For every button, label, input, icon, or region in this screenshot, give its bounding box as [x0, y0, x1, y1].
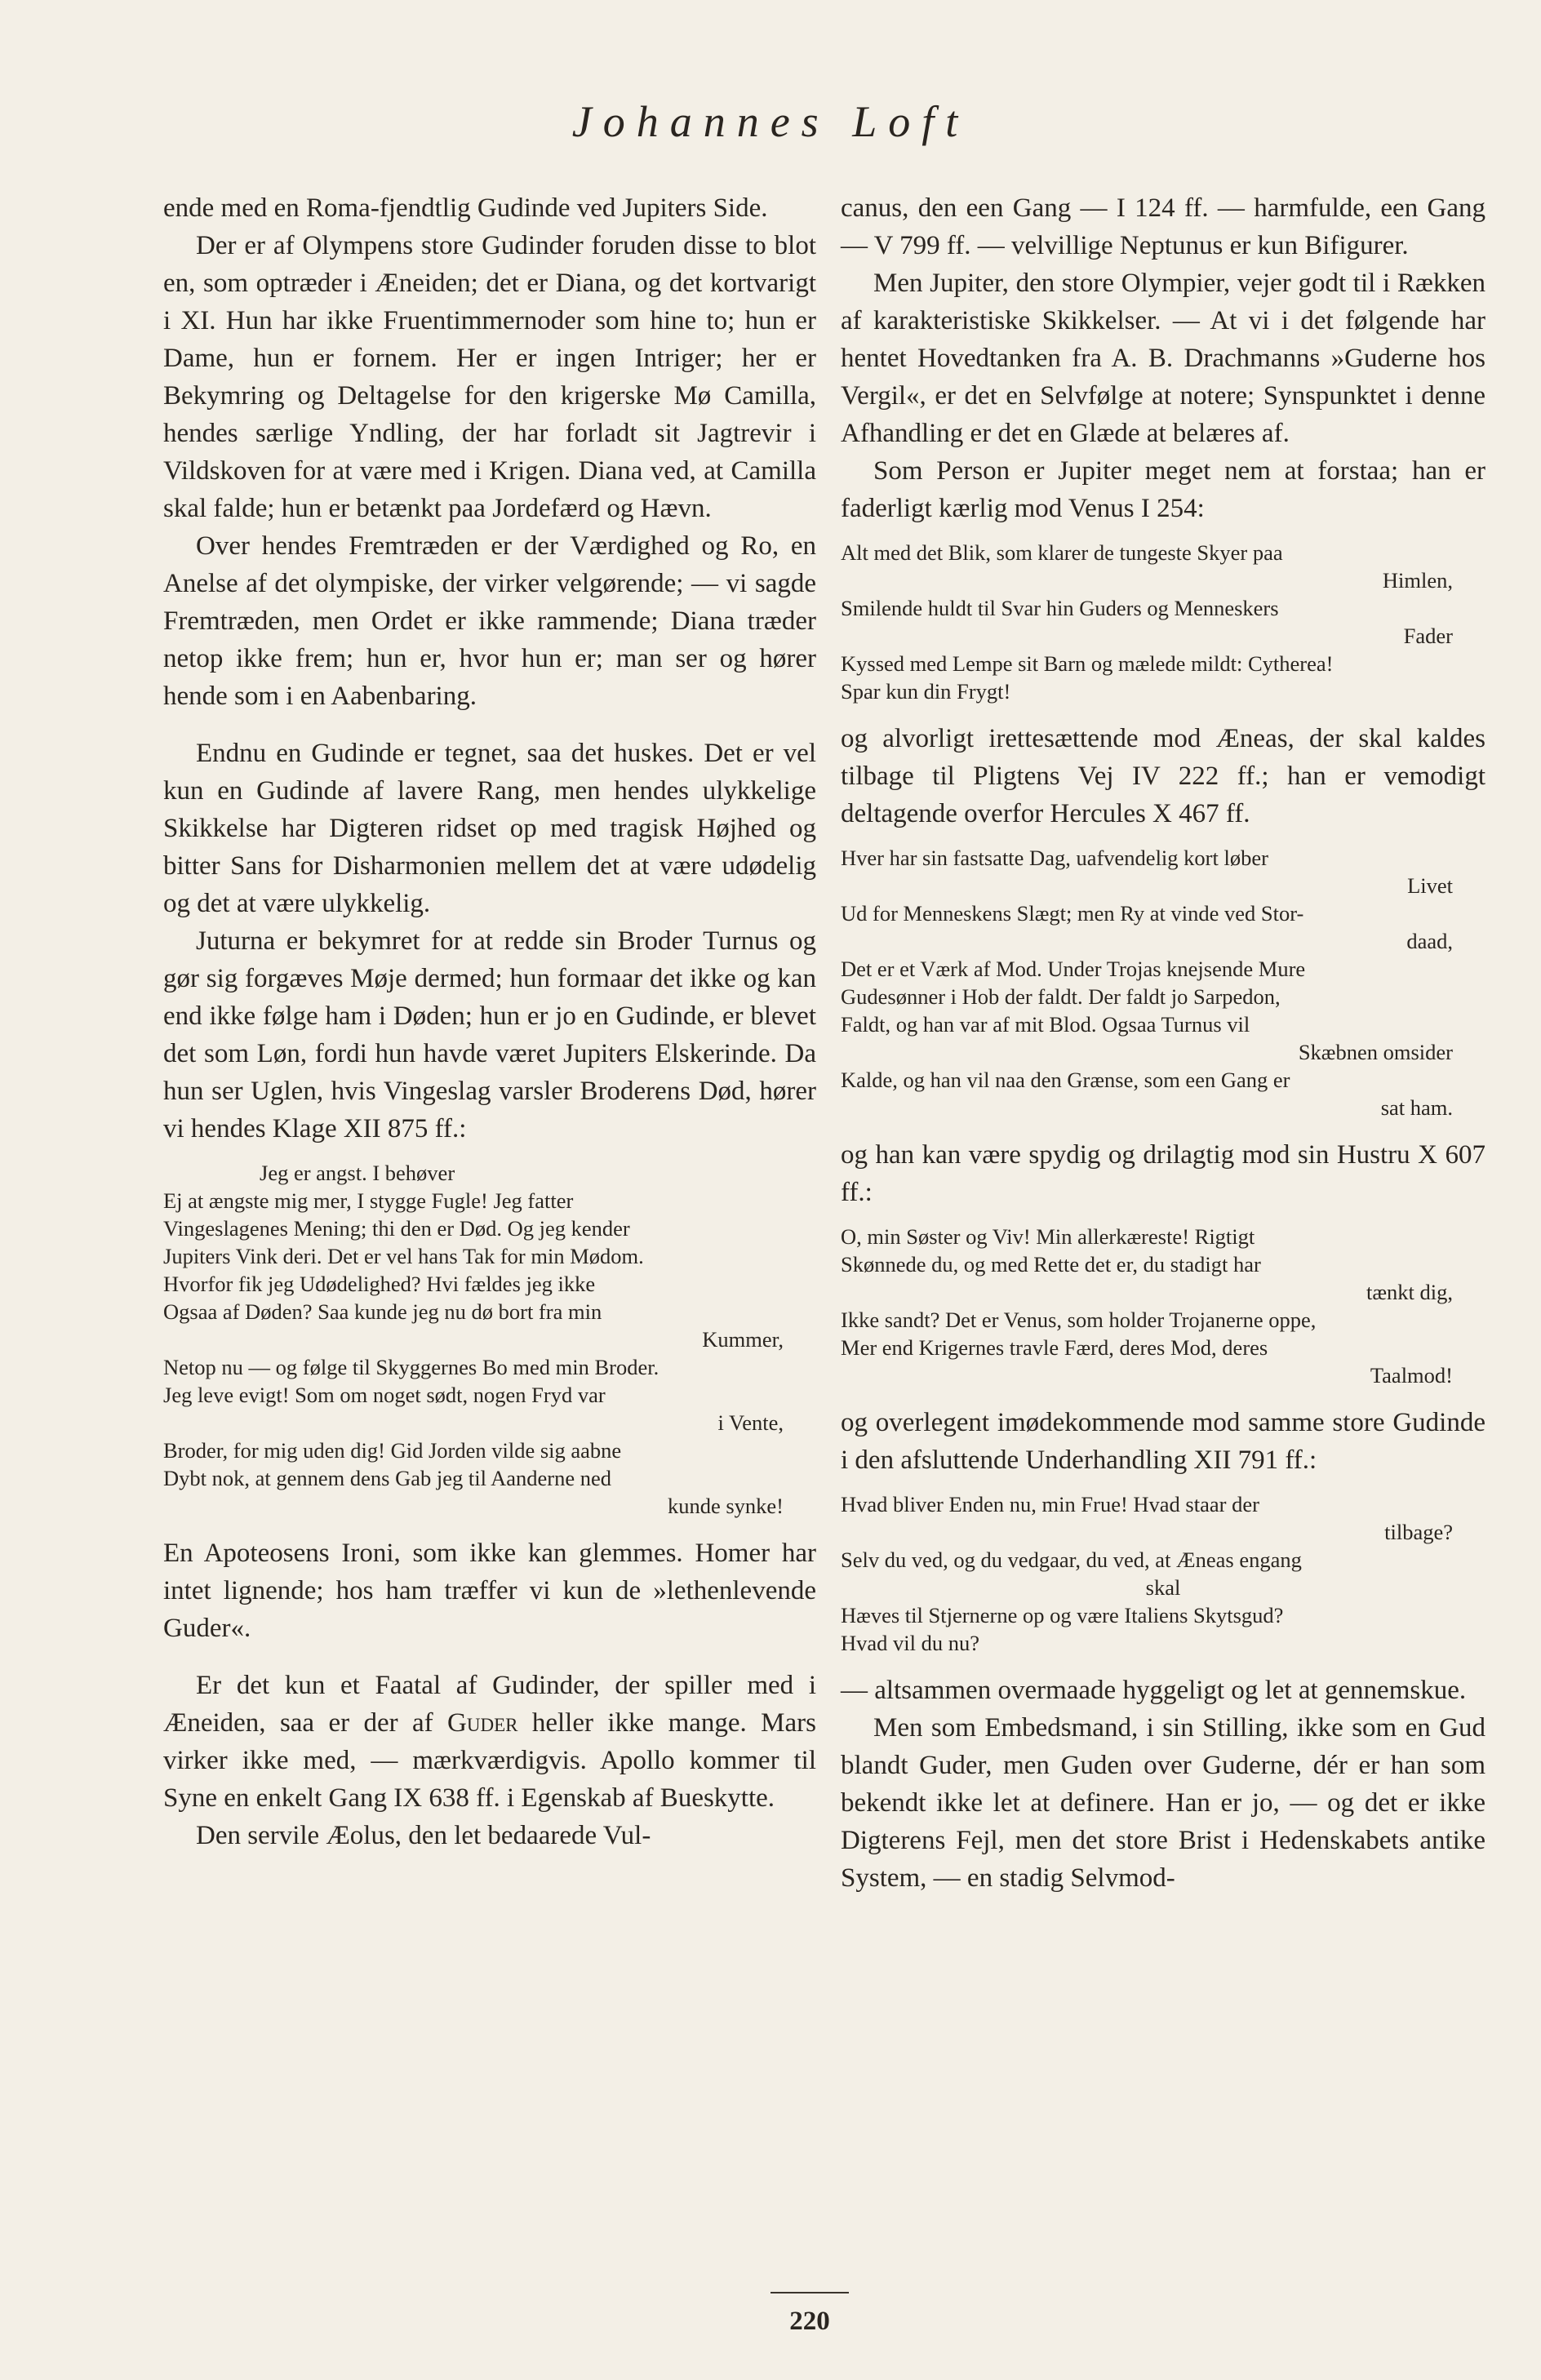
paragraph: Men Jupiter, den store Olympier, vejer godt til i Rækken af karakteristiske Skikkelser. — At vi i det følgende har hentet Hovedtanken fra A. B. Drachmanns »Guderne hos Vergil«, er det en Selvfølge at notere; Synspunktet i denne Afhandling er det en Glæde at belæres af. [841, 269, 1485, 448]
verse-line-continuation: Kummer, [702, 1327, 784, 1352]
text-span: heller ikke mange. Mars virker ikke med, — mærkværdigvis. Apollo kommer til Syne en enkelt Gang IX 638 ff. i Egenskab af Bueskytte. [163, 1708, 816, 1813]
verse-quote-negotiation [841, 1490, 1485, 1657]
paragraph [163, 1667, 816, 1817]
verse-line: Spar kun din Frygt! [841, 679, 1011, 704]
verse-line: Kalde, og han vil naa den Grænse, som een Gang er [841, 1068, 1290, 1092]
verse-line: Mer end Krigernes travle Færd, deres Mod, deres [841, 1335, 1268, 1360]
verse-line-continuation: sat ham. [1380, 1095, 1453, 1120]
verse-line-continuation: tilbage? [1384, 1520, 1453, 1544]
right-column [841, 189, 1485, 1897]
verse-line-continuation: skal [1145, 1575, 1181, 1600]
paragraph: — altsammen overmaade hyggeligt og let at gennemskue. [841, 1676, 1467, 1705]
verse-quote-juno [841, 1223, 1485, 1389]
verse-line: Gudesønner i Hob der faldt. Der faldt jo Sarpedon, [841, 984, 1281, 1009]
verse-line-continuation: kunde synke! [667, 1494, 784, 1518]
verse-line: Ej at ængste mig mer, I stygge Fugle! Jeg fatter [163, 1188, 574, 1213]
verse-line: Smilende huldt til Svar hin Guders og Menneskers [841, 596, 1279, 620]
verse-quote-venus [841, 539, 1485, 705]
paragraph: Over hendes Fremtræden er der Værdighed og Ro, en Anelse af det olympiske, der virker velgørende; — vi sagde Fremtræden, men Ordet er ikke rammende; Diana træder netop ikke frem; hun er, hvor hun er; man ser og hører hende som i en Aabenbaring. [163, 531, 816, 711]
verse-line: Hvad bliver Enden nu, min Frue! Hvad staar der [841, 1492, 1259, 1516]
paragraph: Der er af Olympens store Gudinder foruden disse to blot en, som optræder i Æneiden; det er Diana, og det kortvarigt i XI. Hun har ikke Fruentimmernoder som hine to; hun er Dame, hun er fornem. Her er ingen Intriger; her er Bekymring og Deltagelse for den krigerske Mø Camilla, hendes særlige Yndling, der har forladt sit Jagtrevir i Vildskoven for at være med i Krigen. Diana ved, at Camilla skal falde; hun er betænkt paa Jordefærd og Hævn. [163, 231, 816, 523]
verse-line: Hver har sin fastsatte Dag, uafvendelig kort løber [841, 846, 1268, 870]
verse-line: Skønnede du, og med Rette det er, du stadigt har [841, 1252, 1261, 1277]
paragraph: Men som Embedsmand, i sin Stilling, ikke som en Gud blandt Guder, men Guden over Guderne, dér er han som bekendt ikke let at definere. Han er jo, — og det er ikke Digterens Fejl, men det store Brist i Hedenskabets antike System, — en stadig Selvmod- [841, 1713, 1485, 1893]
paragraph: Endnu en Gudinde er tegnet, saa det huskes. Det er vel kun en Gudinde af lavere Rang, men hendes ulykkelige Skikkelse har Digteren ridset op med tragisk Højhed og bitter Sans for Disharmonien mellem det at være udødelig og det at være ulykkelig. [163, 739, 816, 918]
verse-line-continuation: Himlen, [1382, 568, 1453, 593]
verse-line: Hæves til Stjernerne op og være Italiens Skytsgud? [841, 1603, 1284, 1627]
verse-line: Alt med det Blik, som klarer de tungeste Skyer paa [841, 540, 1283, 565]
verse-line: Vingeslagenes Mening; thi den er Død. Og jeg kender [163, 1216, 630, 1241]
verse-line-continuation: tænkt dig, [1366, 1280, 1453, 1304]
paragraph: og han kan være spydig og drilagtig mod sin Hustru X 607 ff.: [841, 1140, 1485, 1207]
verse-line: Dybt nok, at gennem dens Gab jeg til Aanderne ned [163, 1466, 611, 1490]
verse-line: Selv du ved, og du vedgaar, du ved, at Æneas engang [841, 1547, 1302, 1572]
verse-line-continuation: Taalmod! [1370, 1363, 1453, 1388]
verse-line: Hvad vil du nu? [841, 1631, 980, 1655]
paragraph: canus, den een Gang — I 124 ff. — harmfulde, een Gang — V 799 ff. — velvillige Neptunus er kun Bifigurer. [841, 193, 1485, 260]
verse-line: Det er et Værk af Mod. Under Trojas knejsende Mure [841, 957, 1306, 981]
page-number: 220 [789, 2307, 830, 2336]
verse-line: Kyssed med Lempe sit Barn og mælede mildt: Cytherea! [841, 651, 1334, 676]
paragraph: og overlegent imødekommende mod samme store Gudinde i den afsluttende Underhandling XII 791 ff.: [841, 1408, 1485, 1475]
left-column [163, 189, 816, 1854]
verse-line: Ogsaa af Døden? Saa kunde jeg nu dø bort fra min [163, 1299, 602, 1324]
verse-quote-juturna [163, 1159, 816, 1520]
verse-line: Jeg er angst. I behøver [260, 1161, 455, 1185]
paragraph: Juturna er bekymret for at redde sin Broder Turnus og gør sig forgæves Møje dermed; hun formaar det ikke og kan end ikke følge ham i Døden; hun er jo en Gudinde, er blevet det som Løn, fordi hun havde været Jupiters Elskerinde. Da hun ser Uglen, hvis Vingeslag varsler Broderens Død, hører vi hendes Klage XII 875 ff.: [163, 926, 816, 1143]
text-span: Er det kun et Faatal af Gudinder, der spiller med i Æneiden, saa er der af [163, 1671, 816, 1738]
verse-line: O, min Søster og Viv! Min allerkæreste! Rigtigt [841, 1224, 1255, 1249]
verse-line: Jeg leve evigt! Som om noget sødt, nogen Fryd var [163, 1383, 606, 1407]
verse-line: Ikke sandt? Det er Venus, som holder Trojanerne oppe, [841, 1308, 1317, 1332]
paragraph: ende med en Roma-fjendtlig Gudinde ved Jupiters Side. [163, 193, 768, 223]
verse-quote-hercules [841, 844, 1485, 1121]
verse-line: Ud for Menneskens Slægt; men Ry at vinde ved Stor- [841, 901, 1304, 926]
verse-line-continuation: daad, [1406, 929, 1453, 953]
verse-line-continuation: Skæbnen omsider [1298, 1040, 1453, 1064]
verse-line: Faldt, og han var af mit Blod. Ogsaa Turnus vil [841, 1012, 1250, 1037]
paragraph: Den servile Æolus, den let bedaarede Vul- [196, 1821, 651, 1850]
verse-line: Broder, for mig uden dig! Gid Jorden vilde sig aabne [163, 1438, 622, 1463]
paragraph: og alvorligt irettesættende mod Æneas, der skal kaldes tilbage til Pligtens Vej IV 222 ff.; han er vemodigt deltagende overfor Hercules X 467 ff. [841, 724, 1485, 828]
verse-line: Netop nu — og følge til Skyggernes Bo med min Broder. [163, 1355, 659, 1379]
verse-line: Jupiters Vink deri. Det er vel hans Tak for min Mødom. [163, 1244, 644, 1268]
verse-line: Hvorfor fik jeg Udødelighed? Hvi fældes jeg ikke [163, 1272, 596, 1296]
paragraph: En Apoteosens Ironi, som ikke kan glemmes. Homer har intet lignende; hos ham træffer vi kun de »lethenlevende Guder«. [163, 1539, 816, 1643]
running-title: Johannes Loft [571, 97, 970, 146]
paragraph: Som Person er Jupiter meget nem at forstaa; han er faderligt kærlig mod Venus I 254: [841, 456, 1485, 523]
verse-line-continuation: i Vente, [717, 1410, 784, 1435]
small-caps-word: Guder [447, 1708, 518, 1738]
footer-rule [770, 2292, 849, 2293]
verse-line-continuation: Fader [1403, 624, 1453, 648]
verse-line-continuation: Livet [1407, 873, 1453, 898]
